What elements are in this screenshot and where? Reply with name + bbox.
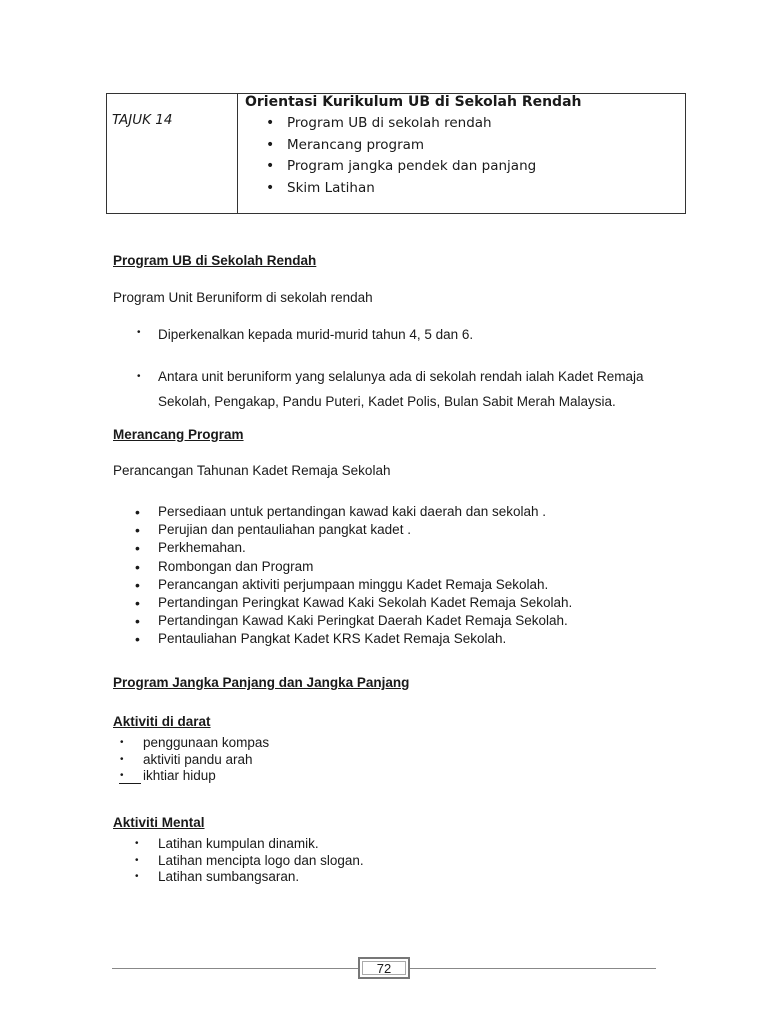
- list-item-line: Sekolah, Pengakap, Pandu Puteri, Kadet Polis, Bulan Sabit Merah Malaysia.: [158, 394, 616, 409]
- list-item: • Latihan mencipta logo dan slogan.: [113, 853, 364, 870]
- topic-title: Orientasi Kurikulum UB di Sekolah Rendah: [245, 94, 582, 110]
- list-item: • Perkhemahan.: [113, 539, 572, 557]
- darat-bullet-list: [113, 735, 269, 785]
- list-item: • Pertandingan Kawad Kaki Peringkat Daerah Kadet Remaja Sekolah.: [113, 612, 572, 630]
- list-item: • Latihan kumpulan dinamik.: [113, 836, 364, 853]
- outline-item: • Merancang program: [287, 135, 582, 157]
- list-item: • aktiviti pandu arah: [113, 752, 269, 769]
- list-item: • Latihan sumbangsaran.: [113, 869, 364, 886]
- section-heading: Program UB di Sekolah Rendah: [113, 253, 317, 268]
- outline-item: • Program UB di sekolah rendah: [287, 113, 582, 135]
- section-heading: Merancang Program: [113, 427, 244, 442]
- list-item: • Pertandingan Peringkat Kawad Kaki Sekolah Kadet Remaja Sekolah.: [113, 594, 572, 612]
- section-heading-program-ub: [113, 253, 316, 268]
- topic-header-table: [106, 93, 686, 214]
- subsection-heading: Aktiviti Mental: [113, 815, 205, 830]
- subsection-heading-darat: [113, 714, 211, 729]
- topic-content-cell: [238, 94, 582, 213]
- list-item: • Diperkenalkan kepada murid-murid tahun 4, 5 dan 6.: [113, 327, 473, 342]
- outline-item: • Program jangka pendek dan panjang: [287, 156, 582, 178]
- list-item: • Persediaan untuk pertandingan kawad kaki daerah dan sekolah .: [113, 503, 572, 521]
- subsection-heading-mental: [113, 815, 205, 830]
- list-item: • Pentauliahan Pangkat Kadet KRS Kadet Remaja Sekolah.: [113, 630, 572, 648]
- section-bullet-list: [113, 503, 572, 649]
- topic-outline-list: [245, 113, 582, 199]
- list-item: • ikhtiar hidup: [113, 768, 269, 785]
- section-heading-merancang: [113, 427, 244, 442]
- subsection-heading: Aktiviti di darat: [113, 714, 211, 729]
- list-item: • Perancangan aktiviti perjumpaan minggu Kadet Remaja Sekolah.: [113, 576, 572, 594]
- topic-number: TAJUK 14: [112, 112, 173, 128]
- outline-item: • Skim Latihan: [287, 178, 582, 200]
- mental-bullet-list: [113, 836, 364, 886]
- list-item: • penggunaan kompas: [113, 735, 269, 752]
- section-intro: Perancangan Tahunan Kadet Remaja Sekolah: [113, 463, 391, 478]
- section-heading: Program Jangka Panjang dan Jangka Panjang: [113, 675, 410, 690]
- footer-rule-right: [410, 968, 656, 969]
- page-number: 72: [376, 961, 392, 976]
- section-bullet-list: [113, 327, 473, 342]
- section-heading-jangka: [113, 675, 409, 690]
- list-item: • Perujian dan pentauliahan pangkat kadet .: [113, 521, 572, 539]
- page-number-box: [358, 957, 410, 979]
- list-item: [113, 364, 644, 414]
- footer-rule-left: [112, 968, 358, 969]
- list-item: • Rombongan dan Program: [113, 558, 572, 576]
- topic-number-cell: [107, 94, 238, 213]
- section-intro: Program Unit Beruniform di sekolah rendah: [113, 290, 373, 305]
- list-item-line: Antara unit beruniform yang selalunya ada di sekolah rendah ialah Kadet Remaja: [158, 369, 644, 384]
- section-bullet-list: [113, 364, 644, 414]
